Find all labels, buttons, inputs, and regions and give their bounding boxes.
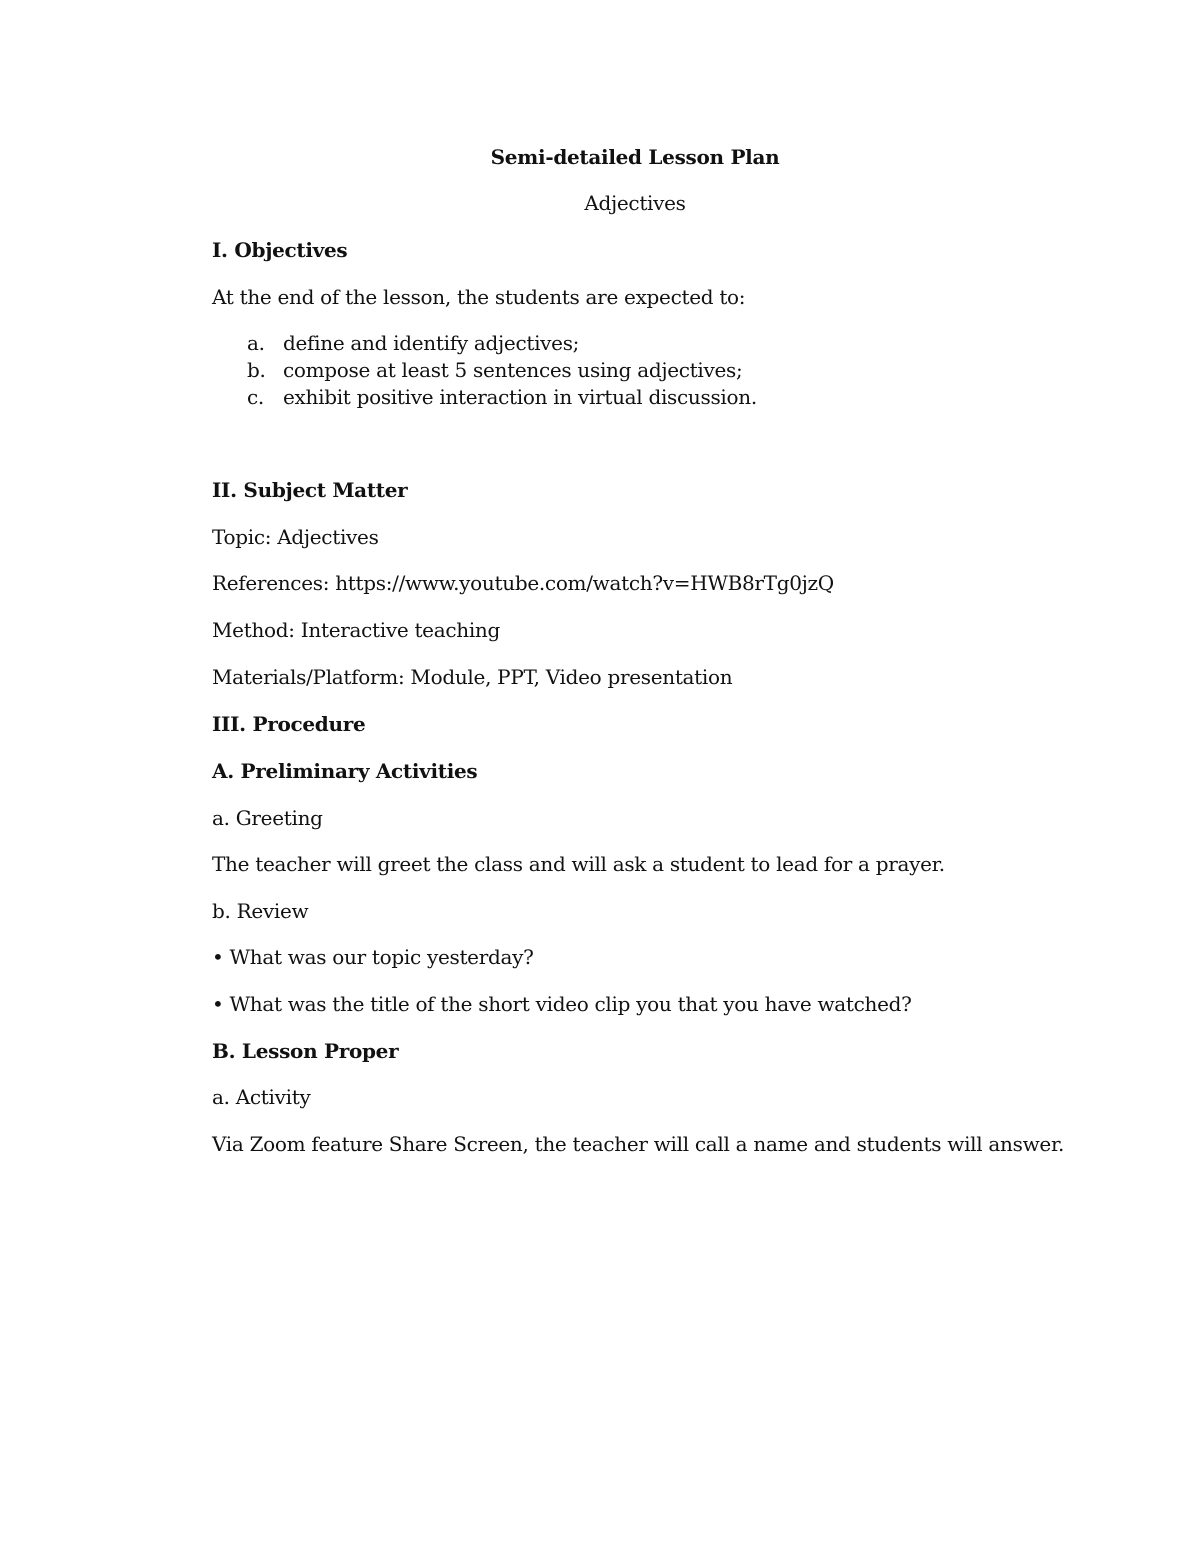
greeting-text: The teacher will greet the class and will ask a student to lead for a prayer. <box>212 852 945 876</box>
activity-label: a. Activity <box>212 1085 311 1109</box>
preliminary-heading: A. Preliminary Activities <box>212 759 478 783</box>
document-subtitle: Adjectives <box>584 191 686 215</box>
subject-topic: Topic: Adjectives <box>212 525 379 549</box>
document-title: Semi-detailed Lesson Plan <box>490 145 780 169</box>
objectives-heading: I. Objectives <box>212 238 348 262</box>
review-question-2: • What was the title of the short video clip you that you have watched? <box>212 992 912 1016</box>
objectives-intro: At the end of the lesson, the students are expected to: <box>212 285 746 309</box>
subject-materials: Materials/Platform: Module, PPT, Video presentation <box>212 665 733 689</box>
subject-method: Method: Interactive teaching <box>212 618 500 642</box>
activity-text: Via Zoom feature Share Screen, the teacher will call a name and students will answer. <box>212 1132 1065 1156</box>
review-label: b. Review <box>212 899 309 923</box>
objective-marker: c. <box>247 385 264 409</box>
subject-references: References: https://www.youtube.com/watch?v=HWB8rTg0jzQ <box>212 571 834 595</box>
lesson-proper-heading: B. Lesson Proper <box>212 1039 399 1063</box>
objective-text: compose at least 5 sentences using adjectives; <box>283 358 743 382</box>
objective-item <box>247 385 757 409</box>
objective-text: define and identify adjectives; <box>283 331 580 355</box>
subject-matter-heading: II. Subject Matter <box>212 478 408 502</box>
greeting-label: a. Greeting <box>212 806 323 830</box>
objective-marker: a. <box>247 331 265 355</box>
objective-item <box>247 331 579 355</box>
objective-marker: b. <box>247 358 266 382</box>
procedure-heading: III. Procedure <box>212 712 366 736</box>
objective-item <box>247 358 742 382</box>
review-question-1: • What was our topic yesterday? <box>212 945 534 969</box>
objective-text: exhibit positive interaction in virtual discussion. <box>283 385 757 409</box>
